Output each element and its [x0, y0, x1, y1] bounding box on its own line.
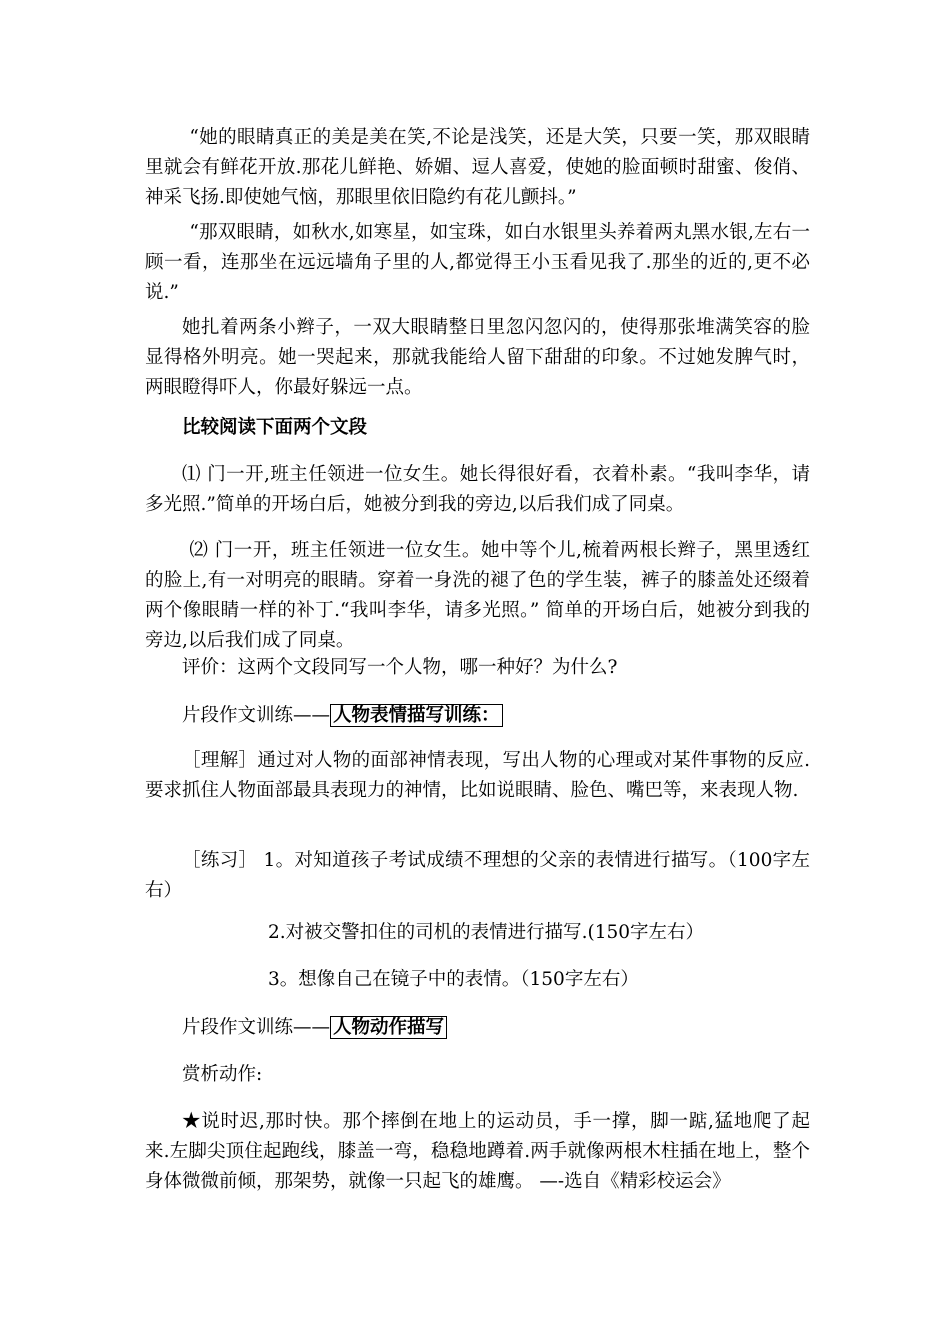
quote-paragraph-2: “那双眼睛，如秋水,如寒星，如宝珠，如白水银里头养着两丸黑水银,左右一顾一看，连那坐在远远墙角子里的人,都觉得王小玉看见我了.那坐的近的,更不必说.”: [145, 222, 810, 303]
evaluation-question: 评价：这两个文段同写一个人物，哪一种好？为什么?: [182, 657, 618, 678]
exercise-one: ［练习］ 1。对知道孩子考试成绩不理想的父亲的表情进行描写。（100字左右）: [145, 850, 810, 901]
training-heading-action: [145, 1013, 810, 1043]
understanding-paragraph: ［理解］通过对人物的面部神情表现，写出人物的心理或对某件事物的反应.要求抓住人物面部最具表现力的神情，比如说眼睛、脸色、嘴巴等，来表现人物.: [145, 750, 810, 801]
appreciation-label: 赏析动作:: [182, 1064, 263, 1085]
description-paragraph: 她扎着两条小辫子，一双大眼睛整日里忽闪忽闪的，使得那张堆满笑容的脸显得格外明亮。她一哭起来，那就我能给人留下甜甜的印象。不过她发脾气时，两眼瞪得吓人，你最好躲远一点。: [145, 317, 810, 398]
exercise-three: 3。想像自己在镜子中的表情。（150字左右）: [268, 969, 639, 990]
training-heading-expression: [145, 701, 810, 731]
exercise-two: 2.对被交警扣住的司机的表情进行描写.(150字左右）: [268, 922, 705, 943]
compare-heading: 比较阅读下面两个文段: [182, 417, 368, 438]
training-heading-prefix: 片段作文训练——: [182, 705, 331, 726]
training-heading-prefix-2: 片段作文训练——: [182, 1017, 331, 1038]
training-heading-boxed: 人物表情描写训练：: [330, 704, 503, 727]
action-excerpt: ★说时迟,那时快。那个摔倒在地上的运动员，手一撑，脚一踮,猛地爬了起来.左脚尖顶住起跑线，膝盖一弯，稳稳地蹲着.两手就像两根木柱插在地上，整个身体微微前倾，那架势，就像一只起飞的雄鹰。 —-选自《精彩校运会》: [145, 1111, 810, 1192]
quote-paragraph-1: “她的眼睛真正的美是美在笑,不论是浅笑，还是大笑，只要一笑，那双眼睛里就会有鲜花开放.那花儿鲜艳、娇媚、逗人喜爱，使她的脸面顿时甜蜜、俊俏、神采飞扬.即使她气恼，那眼里依旧隐约有花儿颤抖。”: [145, 127, 810, 208]
passage-two: ⑵ 门一开，班主任领进一位女生。她中等个儿,梳着两根长辫子，黑里透红的脸上,有一对明亮的眼睛。穿着一身洗的褪了色的学生装，裤子的膝盖处还缀着两个像眼睛一样的补丁.“我叫李华，请多光照。” 简单的开场白后，她被分到我的旁边,以后我们成了同桌。: [145, 540, 810, 651]
passage-one: ⑴ 门一开,班主任领进一位女生。她长得很好看，衣着朴素。“我叫李华，请多光照.”简单的开场白后，她被分到我的旁边,以后我们成了同桌。: [145, 464, 810, 515]
training-heading-boxed-2: 人物动作描写: [330, 1016, 447, 1039]
